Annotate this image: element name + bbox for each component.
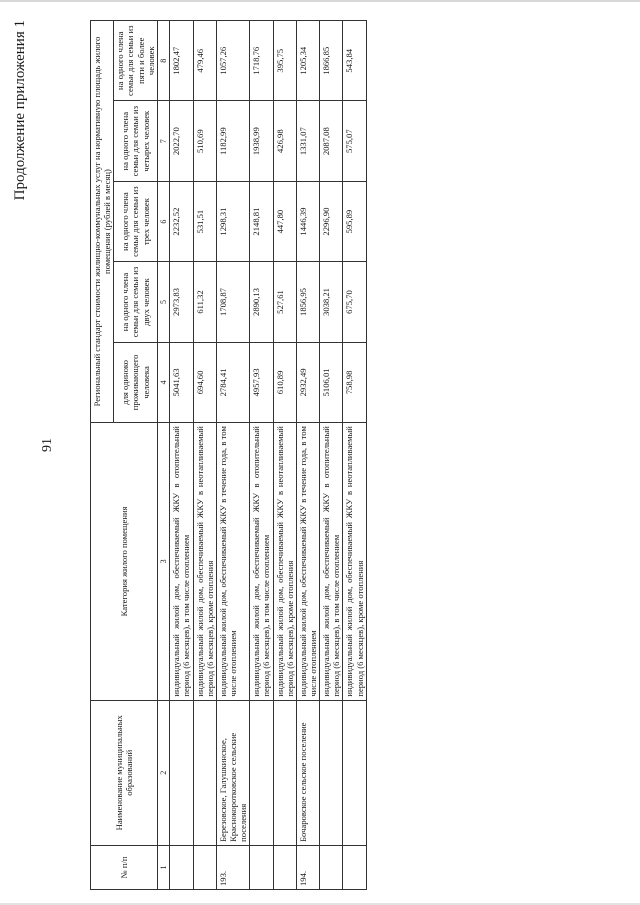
table-row <box>170 21 193 890</box>
row-value: 758,98 <box>343 342 366 422</box>
row-value: 1298,31 <box>216 181 249 261</box>
row-value: 2784,41 <box>216 342 249 422</box>
column-index: 8 <box>157 21 169 101</box>
table-row <box>343 21 366 890</box>
row-value: 2296,90 <box>320 181 343 261</box>
row-municipality: Березовское, Галушкинское, Краснокоротковское сельские поселения <box>216 700 249 845</box>
row-value: 1182,99 <box>216 101 249 181</box>
row-category: индивидуальный жилой дом, обеспечиваемый ЖКУ в течение года, в том числе отоплением <box>296 423 319 701</box>
row-value: 1938,99 <box>250 101 273 181</box>
row-municipality <box>193 700 216 845</box>
column-index: 2 <box>157 700 169 845</box>
row-value: 2232,52 <box>170 181 193 261</box>
row-value: 1856,95 <box>296 262 319 342</box>
row-value: 479,46 <box>193 21 216 101</box>
row-municipality <box>320 700 343 845</box>
column-index: 4 <box>157 342 169 422</box>
row-number <box>250 845 273 889</box>
row-number <box>193 845 216 889</box>
row-value: 1718,76 <box>250 21 273 101</box>
header-single: для одиноко проживающего человека <box>114 342 158 422</box>
row-municipality <box>170 700 193 845</box>
row-value: 575,07 <box>343 101 366 181</box>
row-value: 1331,07 <box>296 101 319 181</box>
row-value: 5041,63 <box>170 342 193 422</box>
column-index: 6 <box>157 181 169 261</box>
row-value: 2022,70 <box>170 101 193 181</box>
column-index: 5 <box>157 262 169 342</box>
row-value: 426,98 <box>273 101 296 181</box>
row-municipality <box>273 700 296 845</box>
row-value: 610,89 <box>273 342 296 422</box>
table-body <box>170 21 366 890</box>
row-value: 527,61 <box>273 262 296 342</box>
row-number: 194. <box>296 845 319 889</box>
header-family-3: на одного члена семьи для семьи из трех человек <box>114 181 158 261</box>
row-category: индивидуальный жилой дом, обеспечиваемый ЖКУ в отопительный период (6 месяцев), в том числе отоплением <box>170 423 193 701</box>
page-number: 91 <box>40 438 55 452</box>
table-row <box>193 21 216 890</box>
table-row <box>273 21 296 890</box>
standard-cost-table <box>90 20 367 890</box>
column-index: 1 <box>157 845 169 889</box>
row-municipality <box>250 700 273 845</box>
row-value: 447,80 <box>273 181 296 261</box>
row-value: 694,60 <box>193 342 216 422</box>
row-category: индивидуальный жилой дом, обеспечиваемый ЖКУ в неотапливаемый период (6 месяцев), кроме отопления <box>193 423 216 701</box>
row-category: индивидуальный жилой дом, обеспечиваемый ЖКУ в течение года, в том числе отоплением <box>216 423 249 701</box>
row-value: 1057,26 <box>216 21 249 101</box>
row-category: индивидуальный жилой дом, обеспечиваемый ЖКУ в неотапливаемый период (6 месяцев), кроме отопления <box>343 423 366 701</box>
header-municipality: Наименование муниципальных образований <box>91 700 158 845</box>
column-index: 7 <box>157 101 169 181</box>
row-value: 543,84 <box>343 21 366 101</box>
row-value: 395,75 <box>273 21 296 101</box>
row-number <box>273 845 296 889</box>
header-no: № п/п <box>91 845 158 889</box>
row-value: 2087,08 <box>320 101 343 181</box>
row-value: 2148,81 <box>250 181 273 261</box>
row-number: 193. <box>216 845 249 889</box>
row-value: 2973,83 <box>170 262 193 342</box>
column-index-row <box>157 21 169 890</box>
row-value: 5106,01 <box>320 342 343 422</box>
table-row <box>216 21 249 890</box>
scan-edge-top <box>0 0 640 2</box>
row-number <box>170 845 193 889</box>
row-number <box>320 845 343 889</box>
row-value: 531,51 <box>193 181 216 261</box>
table-row <box>296 21 319 890</box>
row-category: индивидуальный жилой дом, обеспечиваемый ЖКУ в отопительный период (6 месяцев), в том числе отоплением <box>320 423 343 701</box>
row-value: 3038,21 <box>320 262 343 342</box>
row-category: индивидуальный жилой дом, обеспечиваемый ЖКУ в отопительный период (6 месяцев), в том числе отоплением <box>250 423 273 701</box>
row-value: 595,89 <box>343 181 366 261</box>
header-category: Категория жилого помещения <box>91 423 158 701</box>
row-value: 675,70 <box>343 262 366 342</box>
row-municipality <box>343 700 366 845</box>
header-family-5: на одного члена семьи для семьи из пяти и более человек <box>114 21 158 101</box>
row-municipality: Бочаровское сельское поселение <box>296 700 319 845</box>
row-value: 2890,13 <box>250 262 273 342</box>
row-value: 1446,39 <box>296 181 319 261</box>
header-family-4: на одного члена семьи для семьи из четырех человек <box>114 101 158 181</box>
row-value: 1205,34 <box>296 21 319 101</box>
appendix-title: Продолжение приложения 1 <box>12 20 28 201</box>
row-value: 4957,93 <box>250 342 273 422</box>
table-row <box>320 21 343 890</box>
rotated-document <box>12 20 610 890</box>
row-value: 510,69 <box>193 101 216 181</box>
row-value: 1802,47 <box>170 21 193 101</box>
row-value: 1866,85 <box>320 21 343 101</box>
row-category: индивидуальный жилой дом, обеспечиваемый ЖКУ в неотапливаемый период (6 месяцев), кроме отопления <box>273 423 296 701</box>
table-row <box>250 21 273 890</box>
header-standard-group: Региональный стандарт стоимости жилищно-коммунальных услуг на нормативную площадь жилого помещения (рублей в месяц) <box>91 21 114 423</box>
row-number <box>343 845 366 889</box>
row-value: 2932,49 <box>296 342 319 422</box>
row-value: 1708,87 <box>216 262 249 342</box>
header-family-2: на одного члена семьи для семьи из двух человек <box>114 262 158 342</box>
row-value: 611,32 <box>193 262 216 342</box>
column-index: 3 <box>157 423 169 701</box>
